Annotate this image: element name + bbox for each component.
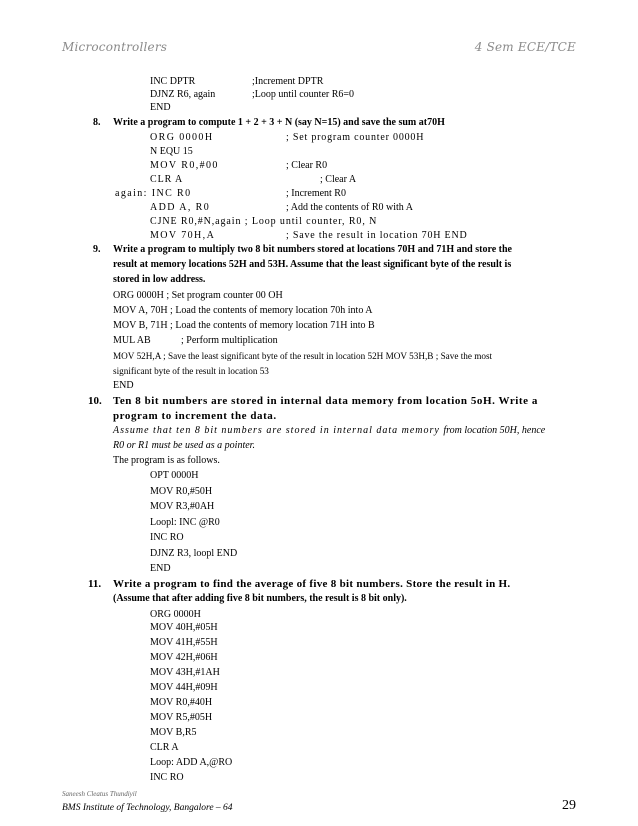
footer-institute: BMS Institute of Technology, Bangalore – 64 (62, 803, 233, 813)
code-line: INC RO (150, 772, 184, 783)
header-semester: 4 Sem ECE/TCE (474, 40, 576, 54)
code-line: MOV R0,#00 ; Clear R0 (150, 160, 328, 171)
question-number: 10. (88, 395, 102, 407)
code-line: MOV A, 70H ; Load the contents of memory location 70h into A (113, 305, 373, 316)
body-text: The program is as follows. (113, 455, 220, 466)
question-title: stored in low address. (113, 274, 206, 285)
code-line: MOV B,R5 (150, 727, 197, 738)
code-line: INC DPTR ;Increment DPTR (150, 76, 324, 87)
code-line: Loop: ADD A,@RO (150, 757, 233, 768)
footer-author: Saneesh Cleatus Thundiyil (62, 790, 137, 798)
question-title: (Assume that after adding five 8 bit numbers, the result is 8 bit only). (113, 593, 407, 604)
code-line: CJNE R0,#N,again ; Loop until counter, R0, N (150, 216, 378, 227)
question-note: R0 or R1 must be used as a pointer. (113, 440, 255, 451)
code-line: CLR A (150, 742, 179, 753)
code-line: MOV R0,#40H (150, 697, 213, 708)
question-title: program to increment the data. (113, 410, 277, 422)
code-line: MOV 44H,#09H (150, 682, 218, 693)
code-line: END (113, 380, 134, 391)
code-line: ORG 0000H ; Set program counter 0000H (150, 132, 425, 143)
code-line: significant byte of the result in location 53 (113, 366, 269, 376)
code-line: ORG 0000H (150, 609, 201, 620)
code-line: END (150, 102, 171, 113)
question-title: Write a program to compute 1 + 2 + 3 + N (say N=15) and save the sum at70H (113, 117, 445, 128)
code-line: OPT 0000H (150, 470, 199, 481)
code-line: ORG 0000H ; Set program counter 00 OH (113, 290, 283, 301)
question-number: 11. (88, 578, 102, 590)
code-line: MOV 70H,A ; Save the result in location 70H END (150, 230, 468, 241)
question-note: Assume that ten 8 bit numbers are stored in internal data memory from location 50H, hence (113, 425, 546, 436)
code-line: MOV 43H,#1AH (150, 667, 220, 678)
code-line: MOV 41H,#55H (150, 637, 218, 648)
question-number: 9. (93, 244, 101, 255)
code-line: DJNZ R6, again ;Loop until counter R6=0 (150, 89, 355, 100)
code-line: again: INC R0 ; Increment R0 (115, 188, 346, 199)
code-line: N EQU 15 (150, 146, 193, 157)
code-line: CLR A ; Clear A (150, 174, 357, 185)
code-line: MOV 42H,#06H (150, 652, 218, 663)
code-line: MOV R5,#05H (150, 712, 213, 723)
question-title: Ten 8 bit numbers are stored in internal data memory from location 5oH. Write a (113, 395, 538, 407)
code-line: MOV 52H,A ; Save the least significant byte of the result in location 52H MOV 53H,B ; Save the most (113, 351, 493, 361)
code-line: ADD A, R0 ; Add the contents of R0 with A (150, 202, 413, 213)
question-title: Write a program to find the average of five 8 bit numbers. Store the result in H. (113, 578, 511, 590)
code-line: MOV R0,#50H (150, 486, 213, 497)
question-number: 8. (93, 117, 101, 128)
code-line: Loopl: INC @R0 (150, 517, 220, 528)
code-line: MOV 40H,#05H (150, 622, 218, 633)
code-line: MUL AB ; Perform multiplication (113, 335, 278, 346)
code-line: MOV B, 71H ; Load the contents of memory location 71H into B (113, 320, 375, 331)
header-course: Microcontrollers (62, 40, 168, 54)
code-line: END (150, 563, 171, 574)
code-line: DJNZ R3, loopl END (150, 548, 238, 559)
question-title: Write a program to multiply two 8 bit numbers stored at locations 70H and 71H and store the (113, 244, 512, 255)
code-line: INC RO (150, 532, 184, 543)
question-title: result at memory locations 52H and 53H. Assume that the least significant byte of the result is (113, 259, 512, 270)
code-line: MOV R3,#0AH (150, 501, 215, 512)
page-number: 29 (562, 798, 576, 813)
